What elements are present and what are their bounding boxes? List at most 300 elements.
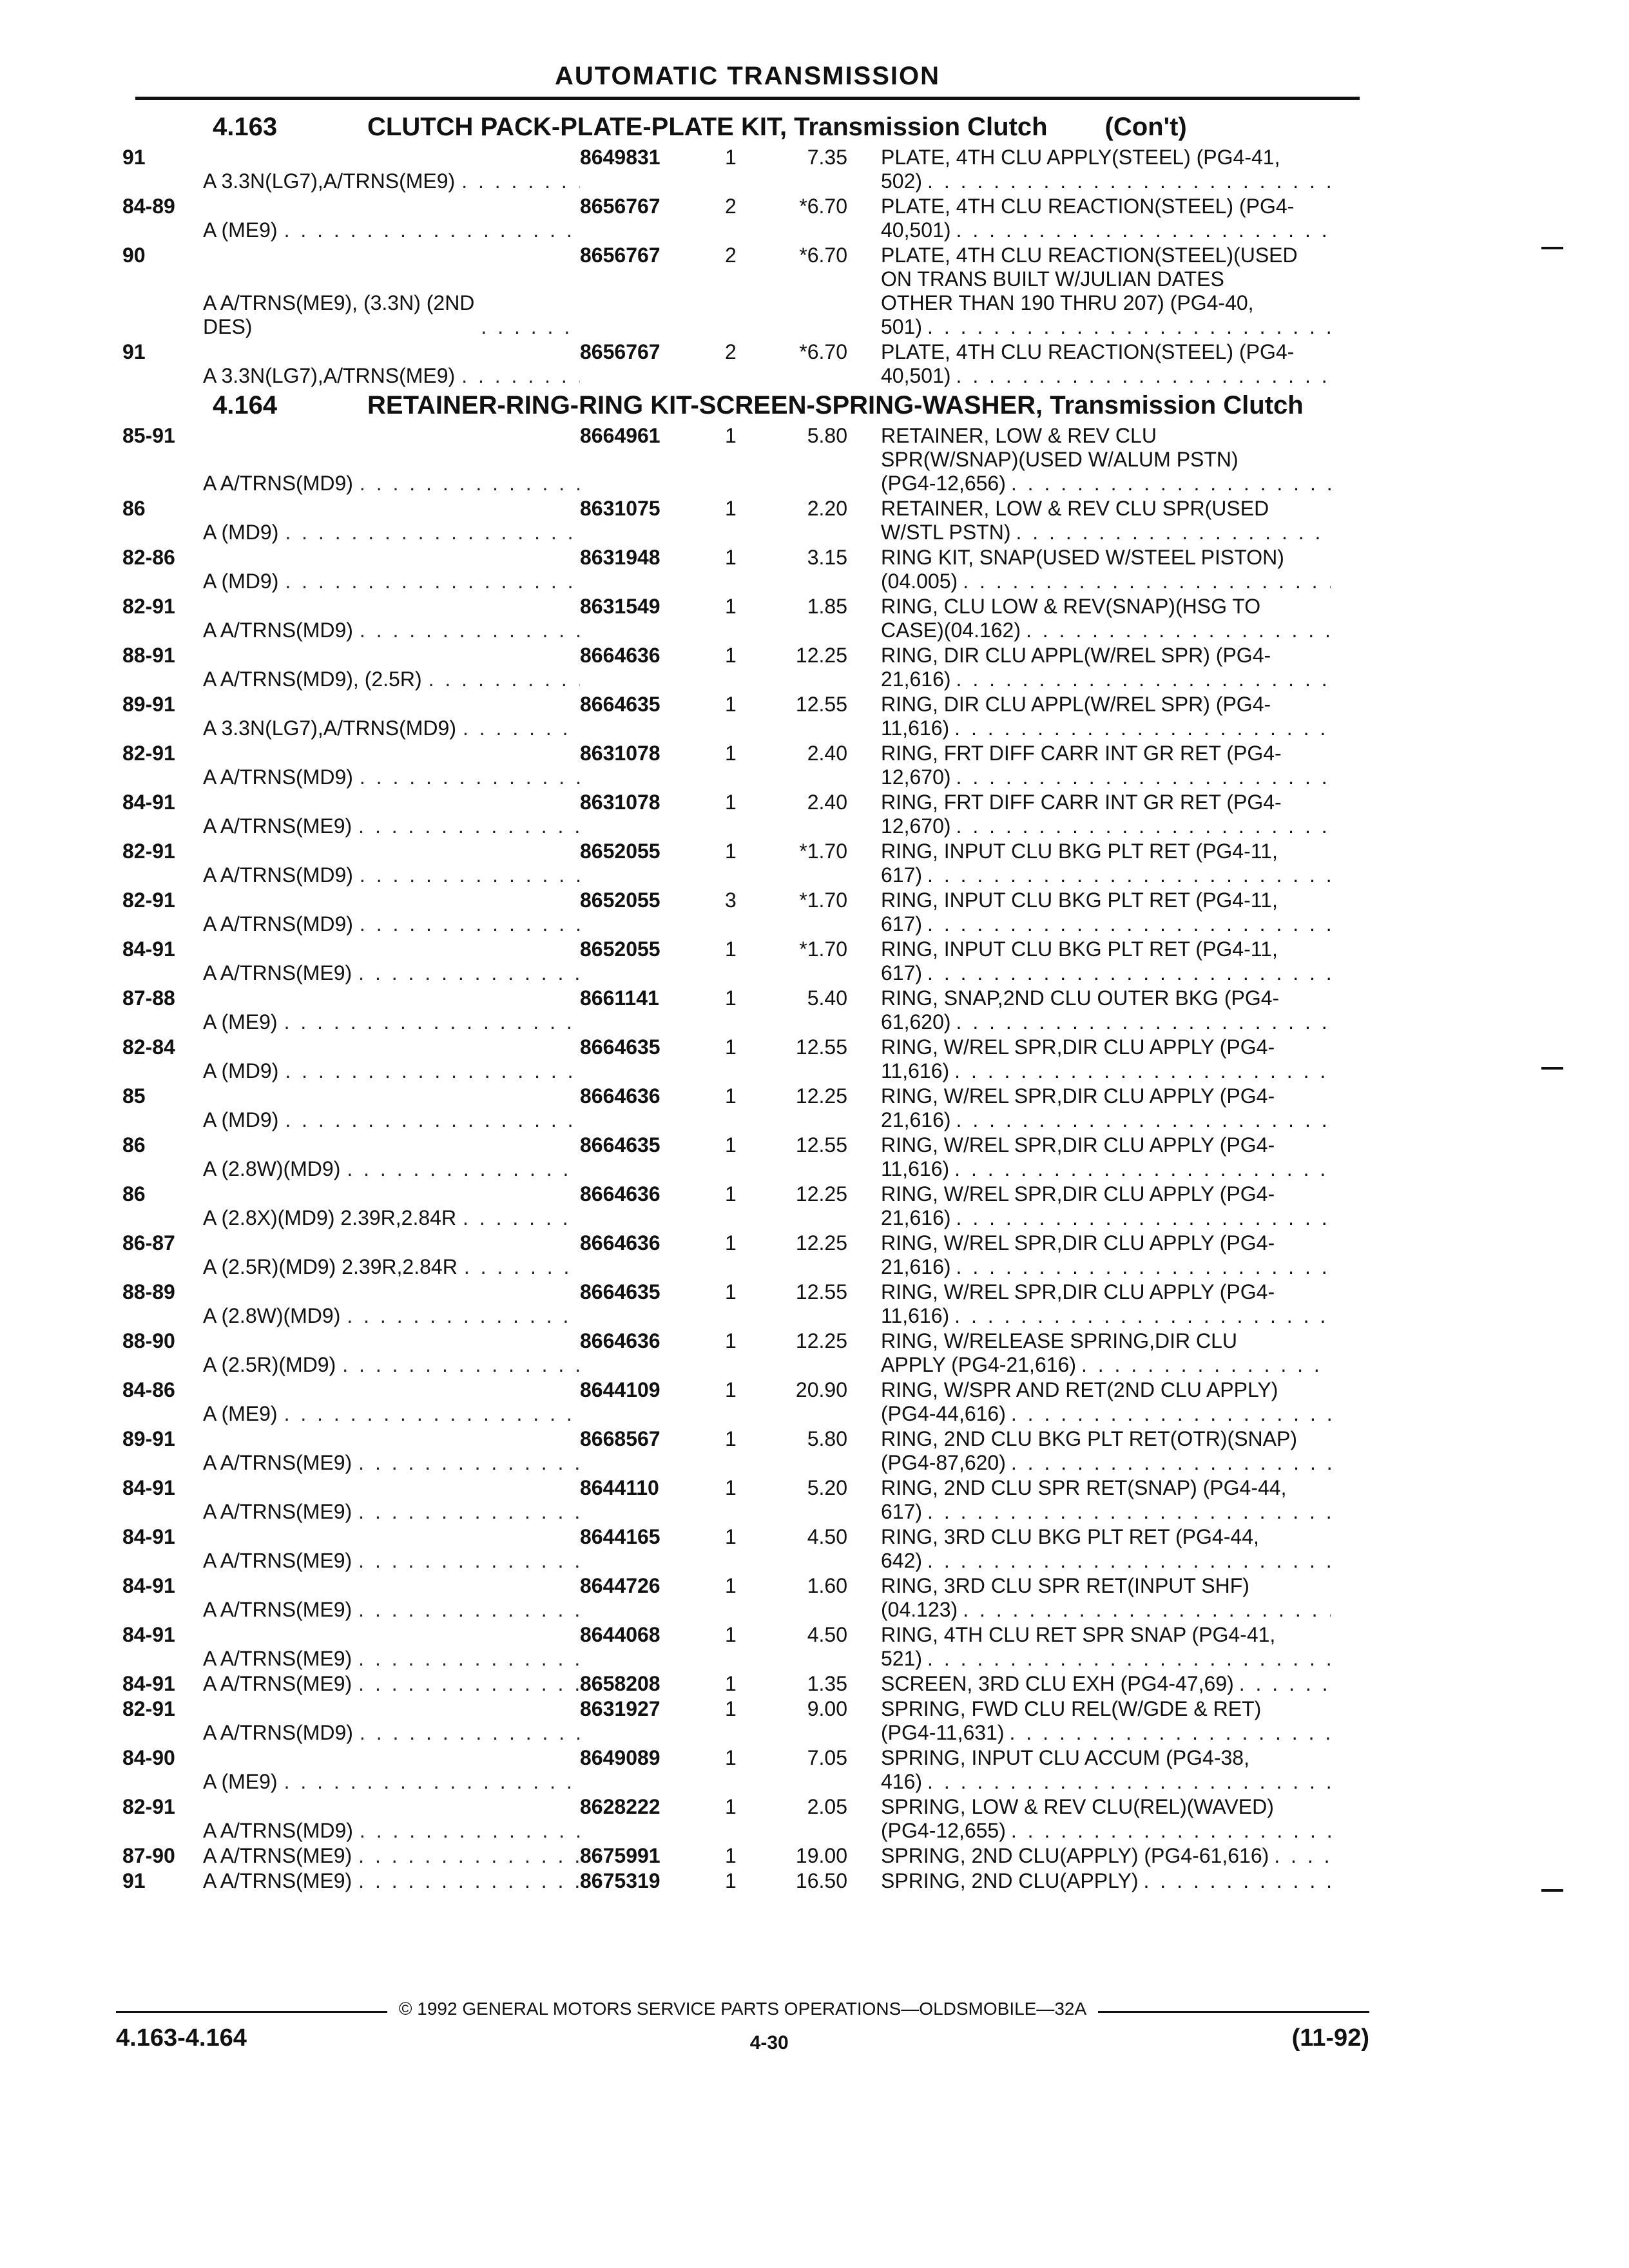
description-line (881, 1451, 1331, 1475)
leader-dots (278, 1402, 580, 1426)
price: 12.55 (795, 1133, 847, 1157)
part-number: 8631078 (580, 742, 660, 765)
table-row (122, 424, 1366, 495)
description-line (881, 937, 1331, 961)
part-number: 8644110 (580, 1476, 659, 1499)
application (203, 791, 580, 838)
table-row (122, 937, 1366, 985)
table-row (122, 986, 1366, 1034)
model-years: 84-91 (122, 1525, 175, 1548)
description-text: RING, W/SPR AND RET(2ND CLU APPLY) (881, 1378, 1278, 1401)
application-text: A (MD9) (203, 521, 279, 544)
part-number: 8644068 (580, 1623, 660, 1646)
model-years: 85 (122, 1084, 146, 1108)
part-number: 8652055 (580, 840, 660, 863)
application (203, 546, 580, 593)
part-number: 8631078 (580, 791, 660, 814)
description-text: 61,620) (881, 1010, 951, 1033)
model-years: 88-89 (122, 1280, 175, 1303)
quantity: 1 (725, 742, 737, 765)
quantity: 1 (725, 1427, 737, 1450)
part-number: 8661141 (580, 986, 659, 1010)
quantity: 1 (725, 424, 737, 447)
application (203, 1035, 580, 1083)
table-row (122, 1869, 1366, 1893)
description-text: (PG4-87,620) (881, 1451, 1006, 1474)
leader-dots (1234, 1672, 1331, 1696)
leader-dots (456, 1206, 580, 1230)
description-line (881, 1623, 1331, 1647)
price: 2.40 (807, 742, 847, 765)
leader-dots (352, 1451, 580, 1475)
description-line (881, 315, 1331, 339)
leader-dots (1139, 1869, 1331, 1893)
price: 12.55 (795, 1280, 847, 1303)
price: 9.00 (807, 1697, 847, 1720)
application-text: A (MD9) (203, 1059, 279, 1082)
description-text: RING, W/REL SPR,DIR CLU APPLY (PG4- (881, 1280, 1275, 1303)
price: 5.40 (807, 986, 847, 1010)
leader-dots (1269, 1844, 1331, 1868)
description-text: RING, 4TH CLU RET SPR SNAP (PG4-41, (881, 1623, 1276, 1646)
description-line (881, 619, 1331, 642)
description-line (881, 765, 1331, 789)
table-row (122, 1378, 1366, 1426)
application-text: A A/TRNS(MD9) (203, 1819, 353, 1842)
quantity: 1 (725, 791, 737, 814)
leader-dots (949, 1304, 1331, 1328)
part-number: 8656767 (580, 340, 660, 363)
description-line (881, 195, 1331, 218)
price: 7.05 (807, 1746, 847, 1769)
price: *1.70 (799, 937, 847, 961)
description (847, 1084, 1331, 1132)
footer-revision: (11-92) (1291, 2024, 1369, 2052)
footer-copyright: © 1992 GENERAL MOTORS SERVICE PARTS OPERATIONS—OLDSMOBILE—32A (398, 1999, 1087, 2019)
description-text: SPRING, FWD CLU REL(W/GDE & RET) (881, 1697, 1262, 1720)
quantity: 1 (725, 1623, 737, 1646)
part-number: 8664961 (580, 424, 660, 447)
leader-dots (353, 765, 580, 789)
leader-dots (455, 169, 580, 193)
table-row (122, 1329, 1366, 1377)
table-row (122, 1525, 1366, 1573)
margin-tick-mark (1541, 1889, 1563, 1892)
description-text: SPRING, INPUT CLU ACCUM (PG4-38, (881, 1746, 1249, 1769)
description-text: 502) (881, 169, 923, 193)
application (203, 742, 580, 789)
application-text: A (2.5R)(MD9) 2.39R,2.84R (203, 1255, 458, 1278)
price: *1.70 (799, 840, 847, 863)
description-line (881, 814, 1331, 838)
price: 1.85 (807, 595, 847, 618)
part-number: 8652055 (580, 889, 660, 912)
description-line (881, 595, 1331, 619)
application-text: A A/TRNS(MD9) (203, 472, 353, 495)
description-line (881, 1647, 1331, 1671)
description-text: RETAINER, LOW & REV CLU SPR(USED (881, 497, 1269, 520)
application (203, 1231, 580, 1279)
description-text: (PG4-44,616) (881, 1402, 1006, 1425)
description (847, 937, 1331, 985)
leader-dots (340, 1304, 580, 1328)
description-line (881, 1010, 1331, 1034)
description (847, 791, 1331, 838)
leader-dots (922, 1500, 1331, 1524)
description-text: SPR(W/SNAP)(USED W/ALUM PSTN) (881, 448, 1239, 471)
leader-dots (922, 863, 1331, 887)
description-text: 11,616) (881, 716, 950, 740)
table-row (122, 1623, 1366, 1671)
table-row (122, 595, 1366, 642)
description (847, 340, 1331, 388)
description-text: 12,670) (881, 765, 951, 789)
description (847, 986, 1331, 1034)
footer-page-number: 4-30 (749, 2032, 789, 2053)
description-line (881, 961, 1331, 985)
description (847, 1427, 1331, 1475)
model-years: 84-91 (122, 791, 175, 814)
description (847, 1574, 1331, 1622)
table-row (122, 1231, 1366, 1279)
description-line (881, 497, 1331, 521)
model-years: 84-91 (122, 1476, 175, 1499)
description-text: PLATE, 4TH CLU APPLY(STEEL) (PG4-41, (881, 146, 1280, 169)
price: 5.80 (807, 424, 847, 447)
application (203, 1869, 580, 1893)
table-row (122, 1133, 1366, 1181)
part-number: 8664636 (580, 1329, 660, 1352)
leader-dots (352, 1598, 580, 1622)
description-line (881, 742, 1331, 765)
application (203, 1133, 580, 1181)
description-text: (04.005) (881, 570, 958, 593)
description-text: 642) (881, 1549, 923, 1572)
model-years: 82-86 (122, 546, 175, 569)
description (847, 146, 1331, 193)
table-row (122, 644, 1366, 691)
description-line (881, 1084, 1331, 1108)
leader-dots (352, 1500, 580, 1524)
quantity: 1 (725, 1844, 737, 1867)
description-text: 617) (881, 863, 923, 887)
description-text: RING, 2ND CLU BKG PLT RET(OTR)(SNAP) (881, 1427, 1297, 1450)
application-text: A (2.8X)(MD9) 2.39R,2.84R (203, 1206, 457, 1229)
leader-dots (352, 1869, 580, 1893)
table-row (122, 742, 1366, 789)
description-line (881, 1672, 1331, 1696)
description-line (881, 1869, 1331, 1893)
description-text: RING, INPUT CLU BKG PLT RET (PG4-11, (881, 840, 1278, 863)
part-number: 8656767 (580, 244, 660, 267)
model-years: 84-91 (122, 1574, 175, 1597)
section-title: RETAINER-RING-RING KIT-SCREEN-SPRING-WASHER, Transmission Clutch (367, 391, 1304, 419)
description-text: SCREEN, 3RD CLU EXH (PG4-47,69) (881, 1672, 1234, 1695)
description-line (881, 1598, 1331, 1622)
description-text: RING, INPUT CLU BKG PLT RET (PG4-11, (881, 889, 1278, 912)
table-row (122, 1795, 1366, 1843)
description-text: RING, W/REL SPR,DIR CLU APPLY (PG4- (881, 1133, 1275, 1157)
description-text: RING, FRT DIFF CARR INT GR RET (PG4- (881, 791, 1282, 814)
leader-dots (353, 912, 580, 936)
leader-dots (352, 961, 580, 985)
description-text: W/STL PSTN) (881, 521, 1011, 544)
description-text: 40,501) (881, 218, 951, 242)
application-text: A A/TRNS(ME9) (203, 814, 352, 838)
description (847, 1378, 1331, 1426)
header-rule (135, 97, 1360, 100)
description (847, 889, 1331, 936)
leader-dots (922, 1770, 1331, 1794)
description-text: RING, FRT DIFF CARR INT GR RET (PG4- (881, 742, 1282, 765)
table-row (122, 889, 1366, 936)
description-line (881, 146, 1331, 169)
part-number: 8644109 (580, 1378, 660, 1401)
description-line (881, 424, 1331, 448)
leader-dots (949, 716, 1331, 740)
description-text: RING, W/RELEASE SPRING,DIR CLU (881, 1329, 1237, 1352)
application-text: A A/TRNS(ME9) (203, 1549, 352, 1572)
description-line (881, 1059, 1331, 1083)
price: *6.70 (799, 340, 847, 363)
description-line (881, 1378, 1331, 1402)
price: 12.55 (795, 1035, 847, 1059)
description (847, 840, 1331, 887)
quantity: 1 (725, 1795, 737, 1818)
application-text: A (2.8W)(MD9) (203, 1157, 341, 1180)
leader-dots (352, 1672, 580, 1696)
part-number: 8631075 (580, 497, 660, 520)
footer-section-range: 4.163-4.164 (116, 2024, 247, 2052)
description-text: 21,616) (881, 1108, 951, 1131)
description-line (881, 546, 1331, 570)
application-text: A A/TRNS(MD9), (2.5R) (203, 668, 422, 691)
application-text: A A/TRNS(MD9) (203, 765, 353, 789)
model-years: 84-89 (122, 195, 175, 218)
part-number: 8649831 (580, 146, 660, 169)
application (203, 340, 580, 388)
description-text: 617) (881, 1500, 923, 1523)
quantity: 1 (725, 986, 737, 1010)
description-line (881, 791, 1331, 814)
leader-dots (951, 1010, 1331, 1034)
model-years: 86 (122, 497, 146, 520)
part-number: 8631948 (580, 546, 660, 569)
application (203, 1427, 580, 1475)
leader-dots (353, 1819, 580, 1843)
application-text: A (ME9) (203, 1010, 278, 1033)
application (203, 693, 580, 740)
leader-dots (352, 1549, 580, 1573)
leader-dots (456, 716, 580, 740)
model-years: 82-91 (122, 889, 175, 912)
leader-dots (958, 1598, 1331, 1622)
quantity: 1 (725, 693, 737, 716)
description-line (881, 291, 1331, 315)
part-number: 8664636 (580, 1084, 660, 1108)
leader-dots (922, 1549, 1331, 1573)
quantity: 1 (725, 937, 737, 961)
section-heading (122, 393, 1366, 418)
description-text: OTHER THAN 190 THRU 207) (PG4-40, (881, 291, 1254, 314)
application (203, 195, 580, 242)
leader-dots (951, 668, 1331, 691)
page-title: AUTOMATIC TRANSMISSION (554, 62, 941, 90)
description-text: RING, W/REL SPR,DIR CLU APPLY (PG4- (881, 1084, 1275, 1108)
section-number: 4.163 (213, 113, 278, 141)
description-text: (PG4-11,631) (881, 1721, 1005, 1744)
application (203, 1476, 580, 1524)
price: 1.60 (807, 1574, 847, 1597)
quantity: 1 (725, 1869, 737, 1892)
price: 12.55 (795, 693, 847, 716)
leader-dots (278, 1010, 580, 1034)
application-text: A (2.5R)(MD9) (203, 1353, 336, 1376)
description-text: 617) (881, 912, 923, 936)
price: *1.70 (799, 889, 847, 912)
price: 12.25 (795, 644, 847, 667)
leader-dots (353, 863, 580, 887)
model-years: 84-86 (122, 1378, 175, 1401)
description-text: 12,670) (881, 814, 951, 838)
description-line (881, 1231, 1331, 1255)
description-line (881, 1329, 1331, 1353)
leader-dots (455, 364, 580, 388)
description-text: 11,616) (881, 1304, 950, 1327)
quantity: 2 (725, 340, 737, 363)
model-years: 82-91 (122, 1795, 175, 1818)
application (203, 644, 580, 691)
leader-dots (951, 765, 1331, 789)
application (203, 244, 580, 339)
description (847, 195, 1331, 242)
application-text: A A/TRNS(ME9) (203, 961, 352, 985)
description-line (881, 1721, 1331, 1745)
leader-dots (1006, 1402, 1331, 1426)
description (847, 1697, 1331, 1745)
quantity: 1 (725, 1476, 737, 1499)
leader-dots (1006, 472, 1331, 495)
quantity: 1 (725, 497, 737, 520)
description-line (881, 1182, 1331, 1206)
description (847, 1133, 1331, 1181)
quantity: 1 (725, 1182, 737, 1206)
section-title: CLUTCH PACK-PLATE-PLATE KIT, Transmission Clutch (Con't) (367, 113, 1187, 141)
model-years: 86-87 (122, 1231, 175, 1254)
description (847, 595, 1331, 642)
description-text: RING, DIR CLU APPL(W/REL SPR) (PG4- (881, 693, 1271, 716)
margin-tick-mark (1541, 247, 1563, 249)
description-text: 416) (881, 1770, 923, 1793)
leader-dots (340, 1157, 580, 1181)
description-text: SPRING, LOW & REV CLU(REL)(WAVED) (881, 1795, 1274, 1818)
quantity: 1 (725, 840, 737, 863)
description (847, 1035, 1331, 1083)
description (847, 1869, 1331, 1893)
leader-dots (1005, 1721, 1331, 1745)
description-line (881, 1255, 1331, 1279)
price: 20.90 (795, 1378, 847, 1401)
table-row (122, 146, 1366, 193)
leader-dots (278, 521, 580, 544)
parts-list (122, 110, 1366, 1894)
application (203, 1280, 580, 1328)
section-heading (122, 115, 1366, 139)
description-line (881, 693, 1331, 716)
leader-dots (922, 1647, 1331, 1671)
price: 3.15 (807, 546, 847, 569)
model-years: 84-90 (122, 1746, 175, 1769)
part-number: 8675991 (580, 1844, 660, 1867)
model-years: 82-91 (122, 840, 175, 863)
table-row (122, 340, 1366, 388)
model-years: 91 (122, 1869, 146, 1892)
application-text: A (MD9) (203, 1108, 279, 1131)
price: *6.70 (799, 195, 847, 218)
application-text: A A/TRNS(ME9) (203, 1451, 352, 1474)
price: 2.40 (807, 791, 847, 814)
quantity: 1 (725, 1746, 737, 1769)
price: 19.00 (795, 1844, 847, 1867)
description (847, 546, 1331, 593)
application-text: A (ME9) (203, 218, 278, 242)
application (203, 986, 580, 1034)
description-line (881, 863, 1331, 887)
table-row (122, 1672, 1366, 1696)
description-line (881, 1525, 1331, 1549)
description-text: (PG4-12,656) (881, 472, 1006, 495)
description-text: RING, CLU LOW & REV(SNAP)(HSG TO (881, 595, 1261, 618)
leader-dots (353, 472, 580, 495)
description-text: 521) (881, 1647, 923, 1670)
part-number: 8644165 (580, 1525, 660, 1548)
model-years: 86 (122, 1182, 146, 1206)
table-row (122, 1280, 1366, 1328)
application (203, 595, 580, 642)
description (847, 1672, 1331, 1696)
description-line (881, 1697, 1331, 1721)
description (847, 742, 1331, 789)
leader-dots (1006, 1451, 1331, 1475)
description (847, 244, 1331, 339)
table-row (122, 1476, 1366, 1524)
description-line (881, 1574, 1331, 1598)
part-number: 8664636 (580, 1231, 660, 1254)
application-text: A (MD9) (203, 570, 279, 593)
table-row (122, 1182, 1366, 1230)
application-text: A 3.3N(LG7),A/TRNS(ME9) (203, 364, 456, 387)
model-years: 91 (122, 340, 146, 363)
description-line (881, 1108, 1331, 1132)
description (847, 497, 1331, 544)
part-number: 8644726 (580, 1574, 660, 1597)
description (847, 1329, 1331, 1377)
description-text: PLATE, 4TH CLU REACTION(STEEL) (PG4- (881, 340, 1295, 363)
application-text: A A/TRNS(MD9) (203, 619, 353, 642)
description (847, 1795, 1331, 1843)
model-years: 91 (122, 146, 146, 169)
quantity: 1 (725, 1280, 737, 1303)
table-row (122, 1084, 1366, 1132)
table-row (122, 693, 1366, 740)
application-text: A (ME9) (203, 1402, 278, 1425)
description-text: SPRING, 2ND CLU(APPLY) (PG4-61,616) (881, 1844, 1269, 1867)
leader-dots (922, 912, 1331, 936)
model-years: 87-90 (122, 1844, 175, 1867)
description-line (881, 244, 1331, 267)
footer-copyright-line (116, 1999, 1369, 2019)
leader-dots (951, 1255, 1331, 1279)
